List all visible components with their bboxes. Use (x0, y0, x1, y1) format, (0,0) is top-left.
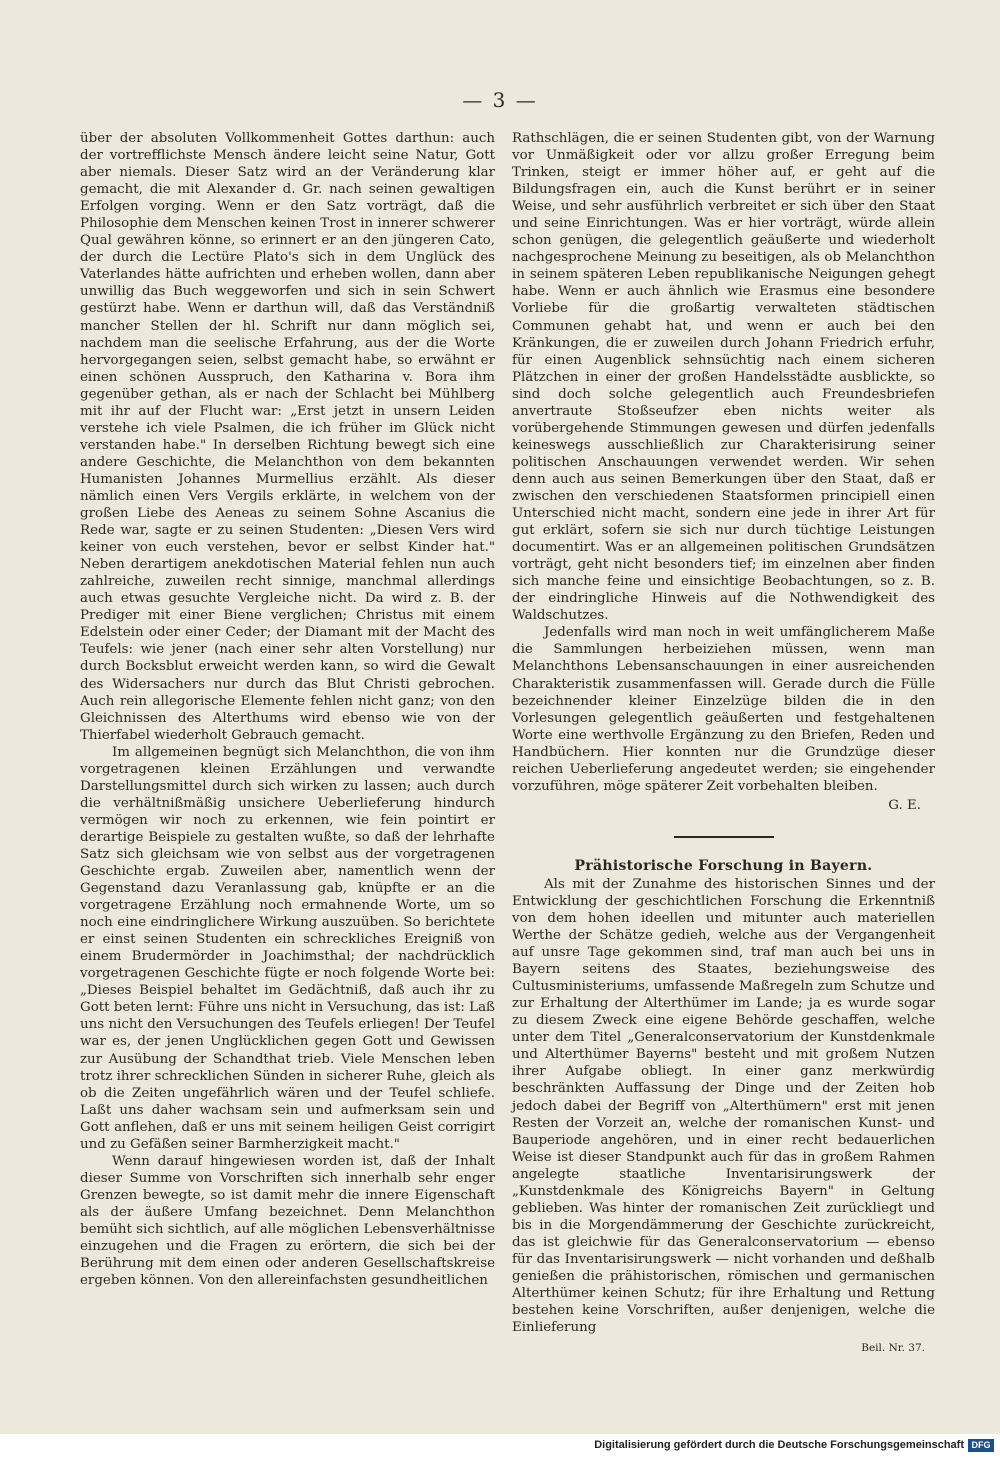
paragraph: über der absoluten Vollkommenheit Gottes darthun: auch der vortrefflichste Mensch ändere leicht seine Natur, Gott aber niemals. Dieser Satz wird an der Veränderung klar gemacht, die mit Alexander d. Gr. nach seinen gewaltigen Erfolgen vorging. Wenn er den Satz vorträgt, daß die Philosophie dem Menschen keinen Trost in innerer schwerer Qual gewähren könne, so erinnert er an den jüngeren Cato, der durch die Lectüre Plato's sich in dem Unglück des Vaterlandes hätte aufrichten und erheben wollen, dann aber unwillig das Buch weggeworfen und sich in sein Schwert gestürzt habe. Wenn er darthun will, daß das Verständniß mancher Stellen der hl. Schrift nur dann möglich sei, nachdem man die seelische Erfahrung, aus der die Worte hervorgegangen seien, selbst gemacht habe, so erwähnt er einen schönen Ausspruch, den Katharina v. Bora ihm gegenüber gethan, als er nach der Schlacht bei Mühlberg mit ihr auf der Flucht war: „Erst jetzt in unsern Leiden verstehe ich viele Psalmen, die ich früher im Glück nicht verstanden habe." In derselben Richtung bewegt sich eine andere Geschichte, die Melanchthon von dem bekannten Humanisten Johannes Murmellius erzählt. Als dieser nämlich einen Vers Vergils erklärte, in welchem von der großen Liebe des Aeneas zu seinem Sohne Ascanius die Rede war, sagte er zu seinen Studenten: „Diesen Vers wird keiner von euch verstehen, bevor er selbst Kinder hat." Neben derartigem anekdotischen Material fehlen nun auch zahlreiche, zuweilen recht sinnige, manchmal allerdings auch etwas gesuchte Vergleiche nicht. Da wird z. B. der Prediger mit einer Biene verglichen; Christus mit einem Edelstein oder einer Ceder; der Diamant mit der Macht des Teufels: wie jener (nach einer sehr alten Vorstellung) nur durch Bocksblut erweicht werden kann, so wird die Gewalt des Widersachers nur durch das Blut Christi gebrochen. Auch rein allegorische Elemente fehlen nicht ganz; von den Gleichnissen des Alterthums wird ebenso wie von der Thierfabel wiederholt Gebrauch gemacht. (80, 131, 495, 743)
supplement-number: Beil. Nr. 37. (861, 1342, 925, 1355)
author-signature: G. E. (888, 797, 921, 813)
paragraph: Rathschlägen, die er seinen Studenten gibt, von der Warnung vor Unmäßigkeit oder vor allzu großer Erregung beim Trinken, steigt er immer höher auf, er geht auf die Bildungsfragen ein, auch die Kunst berührt er in seiner Weise, und sehr ausführlich verbreitet er sich über den Staat und seine Einrichtungen. Was er hier vorträgt, würde allein schon genügen, die gelegentlich geäußerte und wiederholt nachgesprochene Meinung zu beseitigen, als ob Melanchthon in seinem späteren Leben republikanische Neigungen gehegt habe. Wenn er auch ähnlich wie Erasmus eine besondere Vorliebe für die großartig verwalteten städtischen Communen gehabt hat, und wenn er auch bei den Kränkungen, die er zuweilen durch Johann Friedrich erfuhr, für einen Augenblick sehnsüchtig nach einem sicheren Plätzchen in einer der großen Handelsstädte ausblickte, so sind doch solche gelegentlich auch Freundesbriefen anvertraute Stoßseufzer eben nichts weiter als vorübergehende Stimmungen gewesen und dürfen jedenfalls keineswegs ausschließlich zur Charakterisirung seiner politischen Anschauungen verwendet werden. Wir sehen denn auch aus seinen Bemerkungen über den Staat, daß er zwischen den verschiedenen Staatsformen principiell einen Unterschied nicht macht, sondern eine jede in ihrer Art für gut erklärt, sofern sie sich nur durch tüchtige Leistungen documentirt. Was er an allgemeinen politischen Grundsätzen vorträgt, geht nicht besonders tief; im einzelnen aber finden sich manche feine und einsichtige Beobachtungen, so z. B. der eindringliche Hinweis auf die Nothwendigkeit des Waldschutzes. (512, 131, 935, 624)
section-divider (674, 836, 774, 838)
paragraph: Im allgemeinen begnügt sich Melanchthon, die von ihm vorgetragenen kleinen Erzählungen und verwandte Darstellungsmittel durch sich wirken zu lassen; auch durch die verhältnißmäßig unsichere Ueberlieferung hindurch vermögen wir noch zu erkennen, wie fein pointirt er derartige Beispiele zu gestalten wußte, so daß der lehrhafte Satz sich gleichsam wie von selbst aus der vorgetragenen Geschichte ergab. Zuweilen aber, namentlich wenn der Gegenstand dazu Veranlassung gab, knüpfte er an die vorgetragene Erzählung noch ermahnende Worte, um so noch eine eindringlichere Wirkung auszuüben. So berichtete er einst seinen Studenten ein schreckliches Ereigniß von einem Brudermörder in Joachimsthal; der nachdrücklich vorgetragenen Geschichte fügte er noch folgende Worte bei: „Dieses Beispiel behaltet im Gedächtniß, daß auch ihr zu Gott beten lernt: Führe uns nicht in Versuchung, das ist: Laß uns nicht den Versuchungen des Teufels erliegen! Der Teufel war es, der jenen Unglücklichen gegen Gott und Gewissen zur Ausübung der Schandthat trieb. Viele Menschen leben trotz ihrer schrecklichen Sünden in sicherer Ruhe, gleich als ob die Zeiten ungefährlich wären und der Teufel schliefe. Laßt uns daher wachsam sein und aufmerksam sein und Gott anflehen, daß er uns mit seinem heiligen Geist corrigirt und zu Gefäßen seiner Barmherzigkeit macht." (80, 744, 495, 1152)
article-heading: Prähistorische Forschung in Bayern. (574, 857, 873, 874)
page-number: — 3 — (462, 88, 538, 112)
paragraph: Als mit der Zunahme des historischen Sinnes und der Entwicklung der geschichtlichen Forschung die Erkenntniß von dem hohen ideellen und mitunter auch materiellen Werthe der Schätze gedieh, welche aus der Vergangenheit auf unsre Tage gekommen sind, traf man auch bei uns in Bayern seitens des Staates, beziehungsweise des Cultusministeriums, umfassende Maßregeln zum Schutze und zur Erhaltung der Alterthümer im Lande; ja es wurde sogar zu diesem Zweck eine eigene Behörde geschaffen, welche unter dem Titel „Generalconservatorium der Kunstdenkmale und Alterthümer Bayerns" besteht und mit großem Nutzen ihrer Aufgabe obliegt. In einer ganz merkwürdig beschränkten Auffassung der Dinge und der Zeiten hob jedoch dabei der Begriff von „Alterthümern" erst mit jenen Resten der Vorzeit an, welche der romanischen Kunst- und Bauperiode angehören, und in einer recht bedauerlichen Weise ist dieser Standpunkt auch für das in großem Rahmen angelegte staatliche Inventarisirungswerk der „Kunstdenkmale des Königreichs Bayern" in Geltung geblieben. Was hinter der romanischen Zeit zurückliegt und bis in die Morgendämmerung der Geschichte zurückreicht, das ist gleichwie für das Generalconservatorium — ebenso für das Inventarisirungswerk — nicht vorhanden und deßhalb genießen die prähistorischen, römischen und germanischen Alterthümer keinen Schutz; für ihre Erhaltung und Rettung bestehen keine Vorschriften, außer denjenigen, welche die Einlieferung (512, 876, 935, 1336)
footer-credit: Digitalisierung gefördert durch die Deutsche Forschungsgemeinschaft (594, 1439, 964, 1451)
left-column (80, 130, 495, 1289)
right-column (512, 130, 935, 1357)
dfg-logo-icon: DFG (968, 1439, 994, 1452)
digitization-footer (0, 1434, 1000, 1458)
paragraph: Jedenfalls wird man noch in weit umfänglicherem Maße die Sammlungen herbeiziehen müssen, wenn man Melanchthons Lebensanschauungen in einer ausreichenden Charakteristik zusammenfassen will. Gerade durch die Fülle bezeichnender kleiner Einzelzüge bilden die in den Vorlesungen gelegentlich geäußerten und festgehaltenen Worte eine werthvolle Ergänzung zu den Briefen, Reden und Handbüchern. Hier konnten nur die Grundzüge dieser reichen Ueberlieferung angedeutet werden; sie eingehender vorzuführen, möge späterer Zeit vorbehalten bleiben. (512, 625, 935, 794)
paragraph: Wenn darauf hingewiesen worden ist, daß der Inhalt dieser Summe von Vorschriften sich innerhalb sehr enger Grenzen bewegte, so ist damit mehr die innere Eigenschaft als der äußere Umfang bezeichnet. Denn Melanchthon bemüht sich sichtlich, auf alle möglichen Lebensverhältnisse einzugehen und die Fragen zu erörtern, die sich bei der Berührung mit dem einen oder anderen Gesellschaftskreise ergeben können. Von den allereinfachsten gesundheitlichen (80, 1153, 495, 1289)
